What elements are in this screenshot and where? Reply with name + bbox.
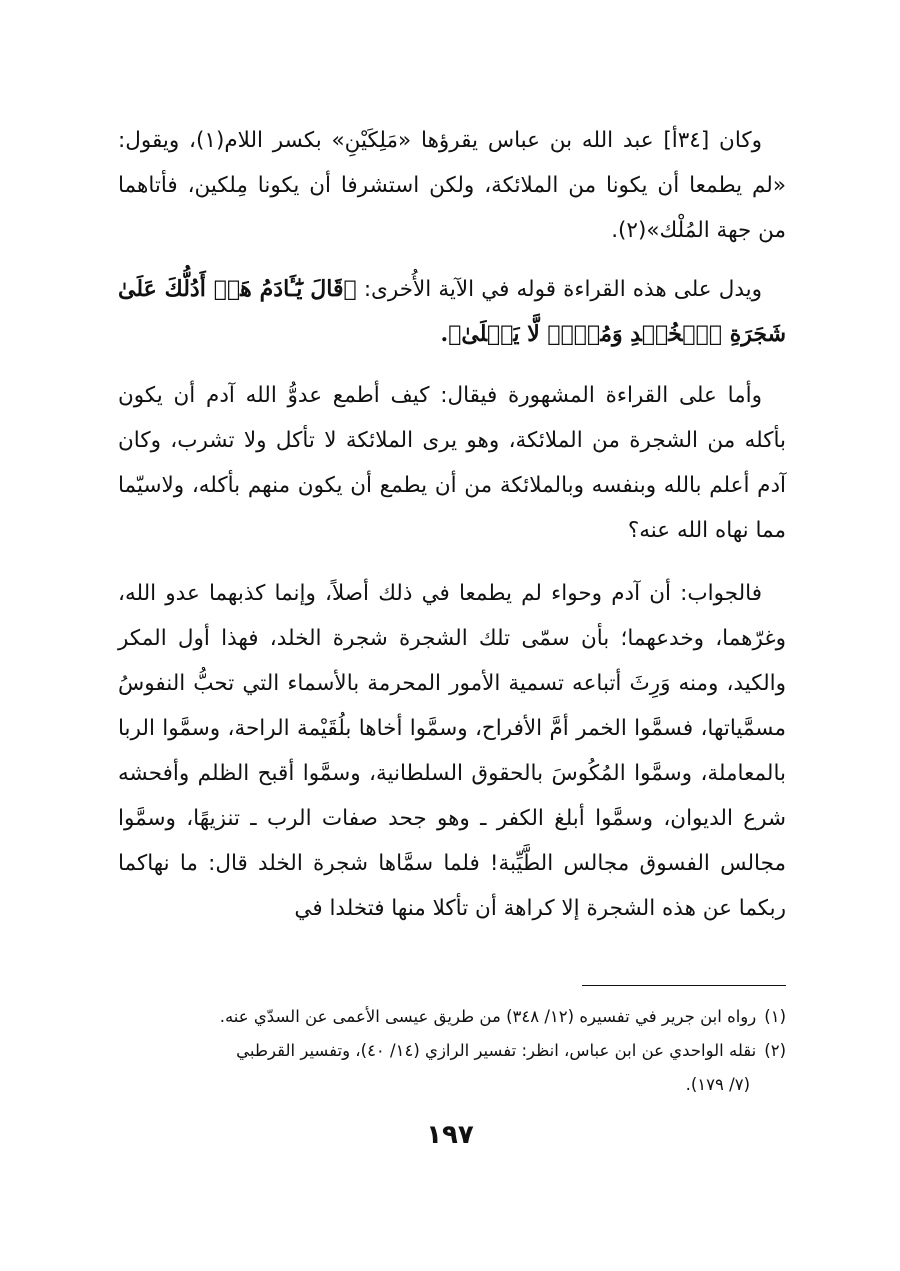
footnote-1 — [118, 1000, 786, 1034]
page-number: ١٩٧ — [426, 1120, 474, 1150]
paragraph-2-intro: ويدل على هذه القراءة قوله في الآية الأُخرى: — [363, 277, 763, 302]
footnote-2-continuation: (٧/ ١٧٩). — [685, 1075, 750, 1094]
paragraph-1: وكان [٣٤أ] عبد الله بن عباس يقرؤها «مَلِكَيْنِ» بكسر اللام(١)، ويقول: «لم يطمعا أن يكونا من الملائكة، ولكن استشرفا أن يكونا مِلكين، فأتاهما من جهة المُلْك»(٢). — [118, 128, 786, 243]
paragraph-4: فالجواب: أن آدم وحواء لم يطمعا في ذلك أصلاً، وإنما كذبهما عدو الله، وغرّهما، وخدعهما؛ بأن سمّى تلك الشجرة شجرة الخلد، فهذا أول المكر والكيد، ومنه وَرِثَ أتباعه تسمية الأمور المحرمة بالأسماء التي تحبُّ النفوسُ مسمَّياتها، فسمَّوا الخمر أمَّ الأفراح، وسمَّوا أخاها بلُقَيْمة الراحة، وسمَّوا الربا بالمعاملة، وسمَّوا المُكُوسَ بالحقوق السلطانية، وسمَّوا أقبح الظلم وأفحشه شرع الديوان، وسمَّوا أبلغ الكفر ـ وهو جحد صفات الرب ـ تنزيهًا، وسمَّوا مجالس الفسوق مجالس الطَّيِّبة! فلما سمَّاها شجرة الخلد قال: ما نهاكما ربكما عن هذه الشجرة إلا كراهة أن تأكلا منها فتخلدا في — [118, 581, 786, 921]
quran-verse: ﴿قَالَ يَٰٓـَٔادَمُ هَلۡ أَدُلُّكَ عَلَىٰ شَجَرَةِ ٱلۡخُلۡدِ وَمُلۡكٖ لَّا يَبۡلَىٰ﴾. — [118, 276, 786, 347]
footnotes — [118, 1000, 786, 1102]
paragraph-3: وأما على القراءة المشهورة فيقال: كيف أطمع عدوُّ الله آدم أن يكون بأكله من الشجرة من الملائكة، وهو يرى الملائكة لا تأكل ولا تشرب، وكان آدم أعلم بالله وبنفسه وبالملائكة من أن يطمع أن يكون منهم بأكله، ولاسيّما مما نهاه الله عنه؟ — [118, 383, 786, 543]
footnote-1-number: (١) — [764, 1007, 786, 1026]
paragraph-2 — [118, 267, 786, 357]
footnote-2-text: نقله الواحدي عن ابن عباس، انظر: تفسير الرازي (١٤/ ٤٠)، وتفسير القرطبي — [236, 1041, 757, 1060]
main-text — [118, 118, 786, 931]
footnote-1-text: رواه ابن جرير في تفسيره (١٢/ ٣٤٨) من طريق عيسى الأعمى عن السدّي عنه. — [219, 1007, 757, 1026]
footnote-2-number: (٢) — [764, 1041, 786, 1060]
footnote-2 — [118, 1034, 786, 1102]
footnote-separator — [582, 985, 786, 986]
